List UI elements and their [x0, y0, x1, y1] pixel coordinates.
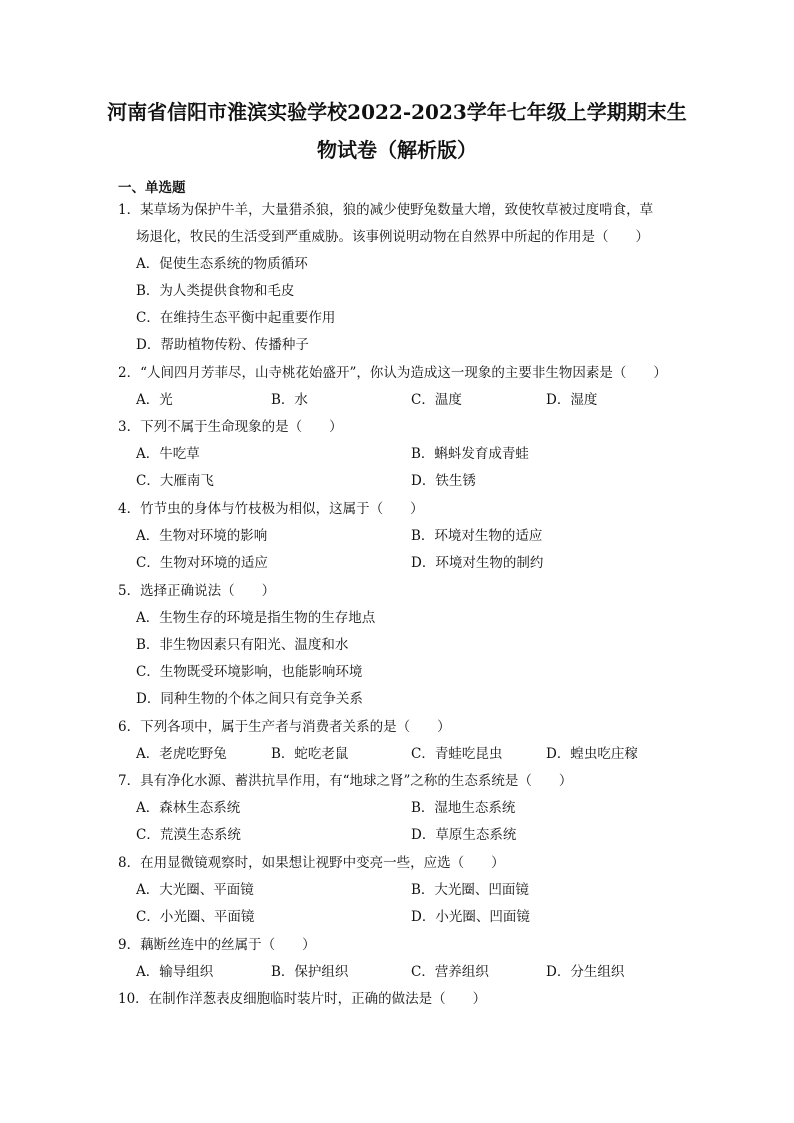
option-b: B．非生物因素只有阳光、温度和水 — [136, 637, 349, 653]
question-5 — [118, 578, 678, 713]
option-d: D．小光圈、凹面镜 — [411, 909, 530, 925]
option-b: B．环境对生物的适应 — [411, 528, 543, 544]
question-stem: 6．下列各项中，属于生产者与消费者关系的是（ ） — [118, 719, 451, 735]
option-a: A．光 — [136, 392, 173, 408]
question-stem: 7．具有净化水源、蓄洪抗旱作用，有“地球之肾”之称的生态系统是（ ） — [118, 773, 573, 789]
question-7 — [118, 768, 678, 849]
option-d: D．帮助植物传粉、传播种子 — [136, 337, 309, 353]
section-heading: 一、单选题 — [118, 180, 186, 196]
question-4 — [118, 496, 678, 577]
option-b: B．水 — [271, 392, 308, 408]
option-d: D．铁生锈 — [411, 473, 476, 489]
option-d: D．环境对生物的制约 — [411, 555, 544, 571]
option-c: C．生物对环境的适应 — [136, 555, 268, 571]
question-9 — [118, 932, 678, 986]
option-d: D．分生组织 — [546, 964, 625, 980]
option-a: A．输导组织 — [136, 964, 214, 980]
page-title-line-2: 物试卷（解析版） — [317, 138, 477, 162]
question-3 — [118, 414, 678, 495]
option-b: B．为人类提供食物和毛皮 — [136, 283, 295, 299]
option-d: D．草原生态系统 — [411, 827, 517, 843]
question-stem-cont: 场退化，牧民的生活受到严重威胁。该事例说明动物在自然界中所起的作用是（ ） — [136, 229, 649, 245]
question-10 — [118, 986, 678, 1013]
page-title-line-1: 河南省信阳市淮滨实验学校2022-2023学年七年级上学期期末生 — [107, 100, 687, 124]
question-1 — [118, 197, 678, 359]
option-b: B．大光圈、凹面镜 — [411, 882, 529, 898]
question-stem: 10．在制作洋葱表皮细胞临时装片时，正确的做法是（ ） — [118, 991, 487, 1007]
question-stem: 4．竹节虫的身体与竹枝极为相似，这属于（ ） — [118, 501, 424, 517]
option-d: D．湿度 — [546, 392, 598, 408]
option-d: D．同种生物的个体之间只有竞争关系 — [136, 691, 363, 707]
option-d: D．蝗虫吃庄稼 — [546, 746, 638, 762]
option-a: A．生物生存的环境是指生物的生存地点 — [136, 610, 376, 626]
option-a: A．森林生态系统 — [136, 800, 241, 816]
option-c: C．营养组织 — [411, 964, 489, 980]
option-c: C．生物既受环境影响，也能影响环境 — [136, 664, 363, 680]
option-a: A．生物对环境的影响 — [136, 528, 268, 544]
option-c: C．温度 — [411, 392, 462, 408]
question-stem: 2．“人间四月芳菲尽，山寺桃花始盛开”，你认为造成这一现象的主要非生物因素是（ ） — [118, 365, 667, 381]
option-a: A．牛吃草 — [136, 446, 200, 462]
option-b: B．蛇吃老鼠 — [271, 746, 349, 762]
option-c: C．在维持生态平衡中起重要作用 — [136, 310, 336, 326]
question-2 — [118, 360, 678, 414]
question-stem: 5．选择正确说法（ ） — [118, 583, 276, 599]
option-a: A．老虎吃野兔 — [136, 746, 227, 762]
question-stem: 1．某草场为保护牛羊，大量猎杀狼，狼的减少使野兔数量大增，致使牧草被过度啃食，草 — [118, 202, 654, 218]
question-stem: 3．下列不属于生命现象的是（ ） — [118, 419, 343, 435]
question-8 — [118, 850, 678, 931]
option-a: A．促使生态系统的物质循环 — [136, 256, 308, 272]
option-c: C．大雁南飞 — [136, 473, 214, 489]
option-c: C．青蛙吃昆虫 — [411, 746, 503, 762]
option-a: A．大光圈、平面镜 — [136, 882, 254, 898]
option-b: B．保护组织 — [271, 964, 349, 980]
question-6 — [118, 714, 678, 768]
question-stem: 9．藕断丝连中的丝属于（ ） — [118, 937, 316, 953]
option-b: B．蝌蚪发育成青蛙 — [411, 446, 529, 462]
question-stem: 8．在用显微镜观察时，如果想让视野中变亮一些，应选（ ） — [118, 855, 505, 871]
option-b: B．湿地生态系统 — [411, 800, 516, 816]
option-c: C．小光圈、平面镜 — [136, 909, 255, 925]
option-c: C．荒漠生态系统 — [136, 827, 241, 843]
